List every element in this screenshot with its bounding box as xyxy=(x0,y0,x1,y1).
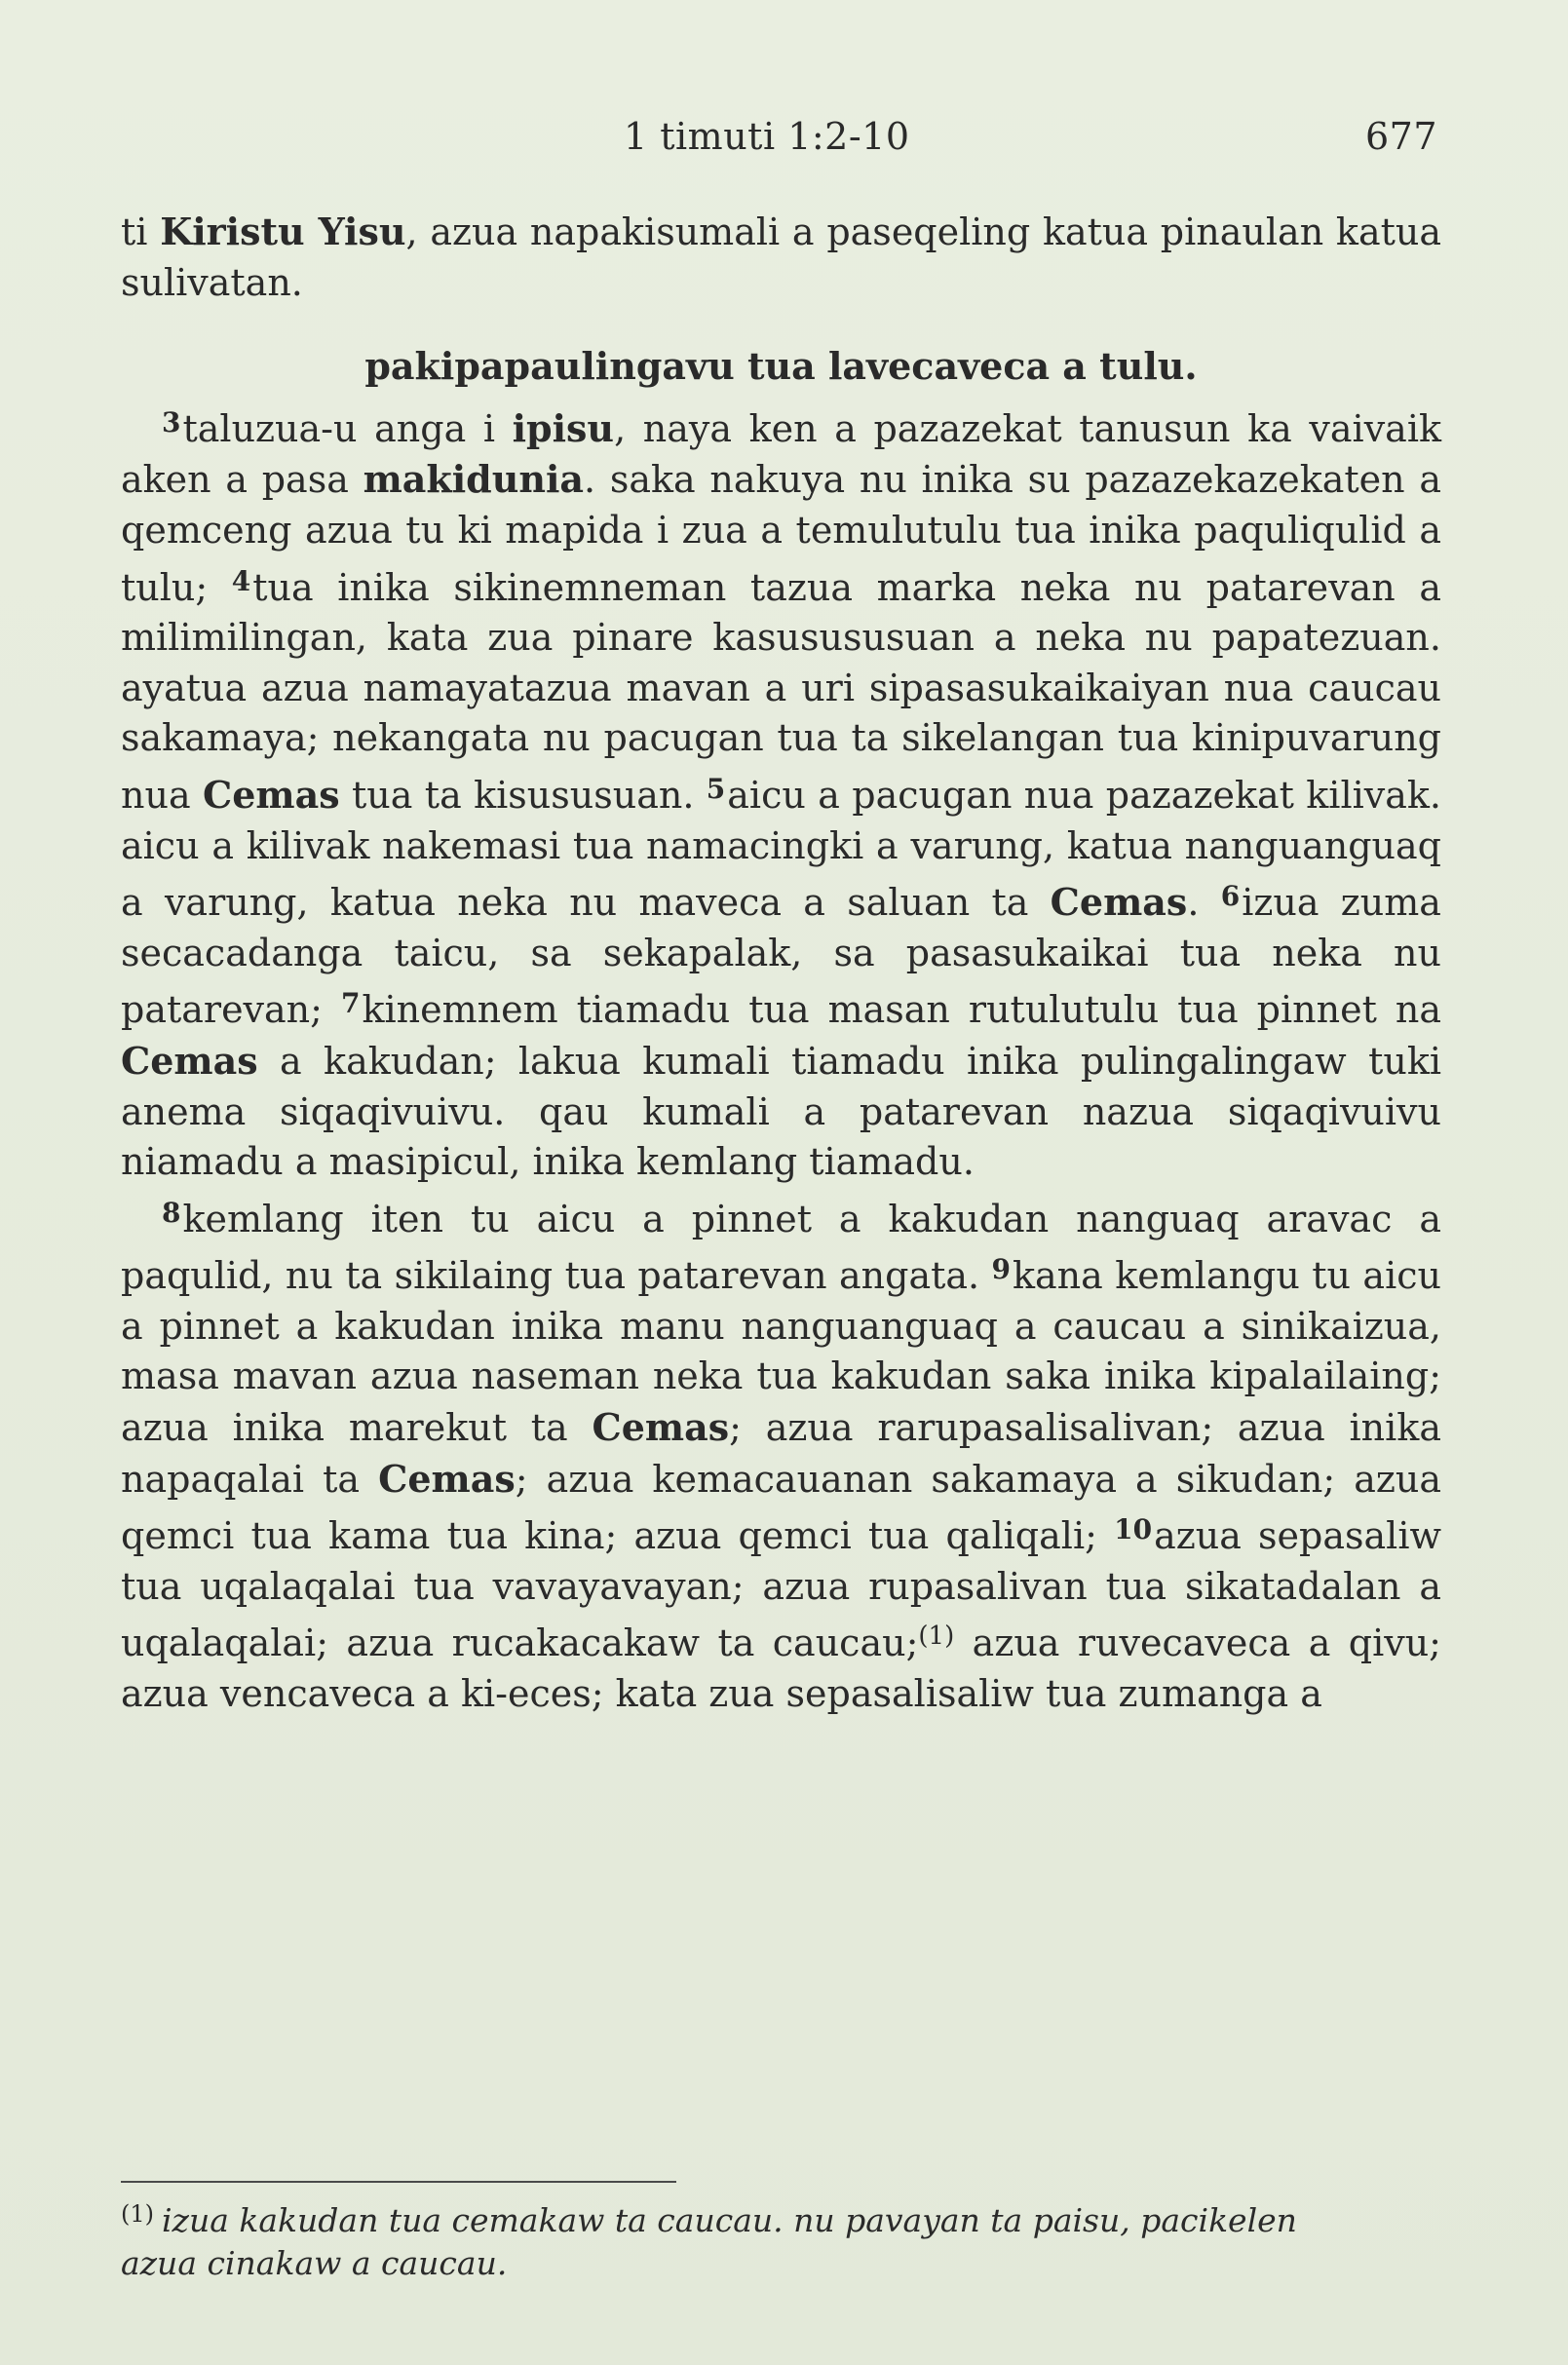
footnote-mark: (1) xyxy=(121,2200,154,2228)
verse-number: 8 xyxy=(162,1196,181,1229)
text-run: kemlang iten tu aicu a pinnet a kakudan nanguaq aravac a paqulid, nu ta sikilaing tua patarevan angata. xyxy=(121,1197,1441,1298)
running-title: 1 timuti 1:2-10 xyxy=(624,115,910,158)
bold-name: Cemas xyxy=(121,1038,258,1083)
bold-name: ipisu xyxy=(512,405,615,450)
running-header xyxy=(0,115,1568,170)
verse-number: 3 xyxy=(162,405,181,439)
text-run: kana kemlangu tu aicu a pinnet a kakudan inika manu nanguanguaq a caucau a sinikaizua, masa mavan azua naseman neka tua kakudan saka inika kipalailaing; azua inika marekut ta xyxy=(121,1254,1441,1450)
text-body xyxy=(121,207,1441,1720)
footnote-divider xyxy=(121,2181,676,2183)
bold-name: Cemas xyxy=(378,1456,516,1501)
text-run: kinemnem tiamadu tua masan rutulutulu tua pinnet na xyxy=(362,988,1441,1032)
bold-name: Cemas xyxy=(1050,880,1188,925)
text-run: , azua napakisumali a paseqeling katua pinaulan katua sulivatan. xyxy=(121,210,1442,304)
text-run: izua zuma secacadanga taicu, sa sekapalak, sa pasasukaikai tua neka nu patarevan; xyxy=(121,881,1441,1032)
text-run: . xyxy=(1187,881,1221,925)
footnote-text: izua kakudan tua cemakaw ta caucau. nu pavayan ta paisu, pacikelen azua cinakaw a caucau. xyxy=(121,2201,1297,2282)
text-run: azua ruvecaveca a qivu; azua vencaveca a ki-eces; kata zua sepasalisaliw tua zumanga a xyxy=(121,1621,1441,1716)
verse-number: 5 xyxy=(706,772,726,805)
text-run: azua sepasaliw tua uqalaqalai tua vavayavayan; azua rupasalivan tua sikatadalan a uqalaqalai; azua rucakacakaw ta caucau; xyxy=(121,1514,1442,1665)
text-run: taluzua-u anga i xyxy=(182,406,513,450)
verse-number: 4 xyxy=(231,564,251,597)
text-run: , naya ken a pazazekat tanusun ka vaivaik aken a pasa xyxy=(121,406,1441,502)
text-run: ti xyxy=(121,210,161,253)
bold-name: makidunia xyxy=(363,457,585,502)
text-run: a kakudan; lakua kumali tiamadu inika pulingalingaw tuki anema siqaqivuivu. qau kumali a patarevan nazua siqaqivuivu niamadu a masipicul, inika kemlang tiamadu. xyxy=(121,1039,1441,1184)
section-heading: pakipapaulingavu tua lavecaveca a tulu. xyxy=(364,344,1198,389)
verse-number: 10 xyxy=(1114,1513,1153,1546)
text-run: ; azua kemacauanan sakamaya a sikudan; azua qemci tua kama tua kina; azua qemci tua qaliqali; xyxy=(121,1457,1441,1558)
text-run: . saka nakuya nu inika su pazazekazekaten a qemceng azua tu ki mapida i zua a temulutulu tua inika paquliqulid a tulu; xyxy=(121,458,1441,609)
paragraph-verses-8-10 xyxy=(121,1188,1441,1720)
verse-number: 7 xyxy=(340,987,361,1020)
text-run: aicu a pacugan nua pazazekat kilivak. aicu a kilivak nakemasi tua namacingki a varung, katua nanguanguaq a varung, katua neka nu maveca a saluan ta xyxy=(121,773,1441,925)
verse-number: 6 xyxy=(1220,880,1241,913)
bold-name: Cemas xyxy=(202,772,340,817)
text-run: ; azua rarupasalisalivan; azua inika napaqalai ta xyxy=(121,1406,1441,1501)
opening-paragraph xyxy=(121,207,1441,308)
page-number: 677 xyxy=(1364,115,1437,158)
text-run: tua inika sikinemneman tazua marka neka nu patarevan a milimilingan, kata zua pinare kasusususuan a neka nu papatezuan. ayatua azua namayatazua mavan a uri sipasasukaikaiyan nua caucau sakamaya; nekangata nu pacugan tua ta sikelangan tua kinipuvarung nua xyxy=(121,565,1441,817)
footnote-reference[interactable]: (1) xyxy=(918,1621,955,1652)
paragraph-verses-3-7 xyxy=(121,398,1441,1188)
verse-number: 9 xyxy=(991,1253,1011,1286)
footnote xyxy=(121,2193,1339,2285)
bold-name: Kiristu Yisu xyxy=(160,210,406,253)
bold-name: Cemas xyxy=(592,1405,730,1450)
text-run: tua ta kisususuan. xyxy=(339,773,707,817)
